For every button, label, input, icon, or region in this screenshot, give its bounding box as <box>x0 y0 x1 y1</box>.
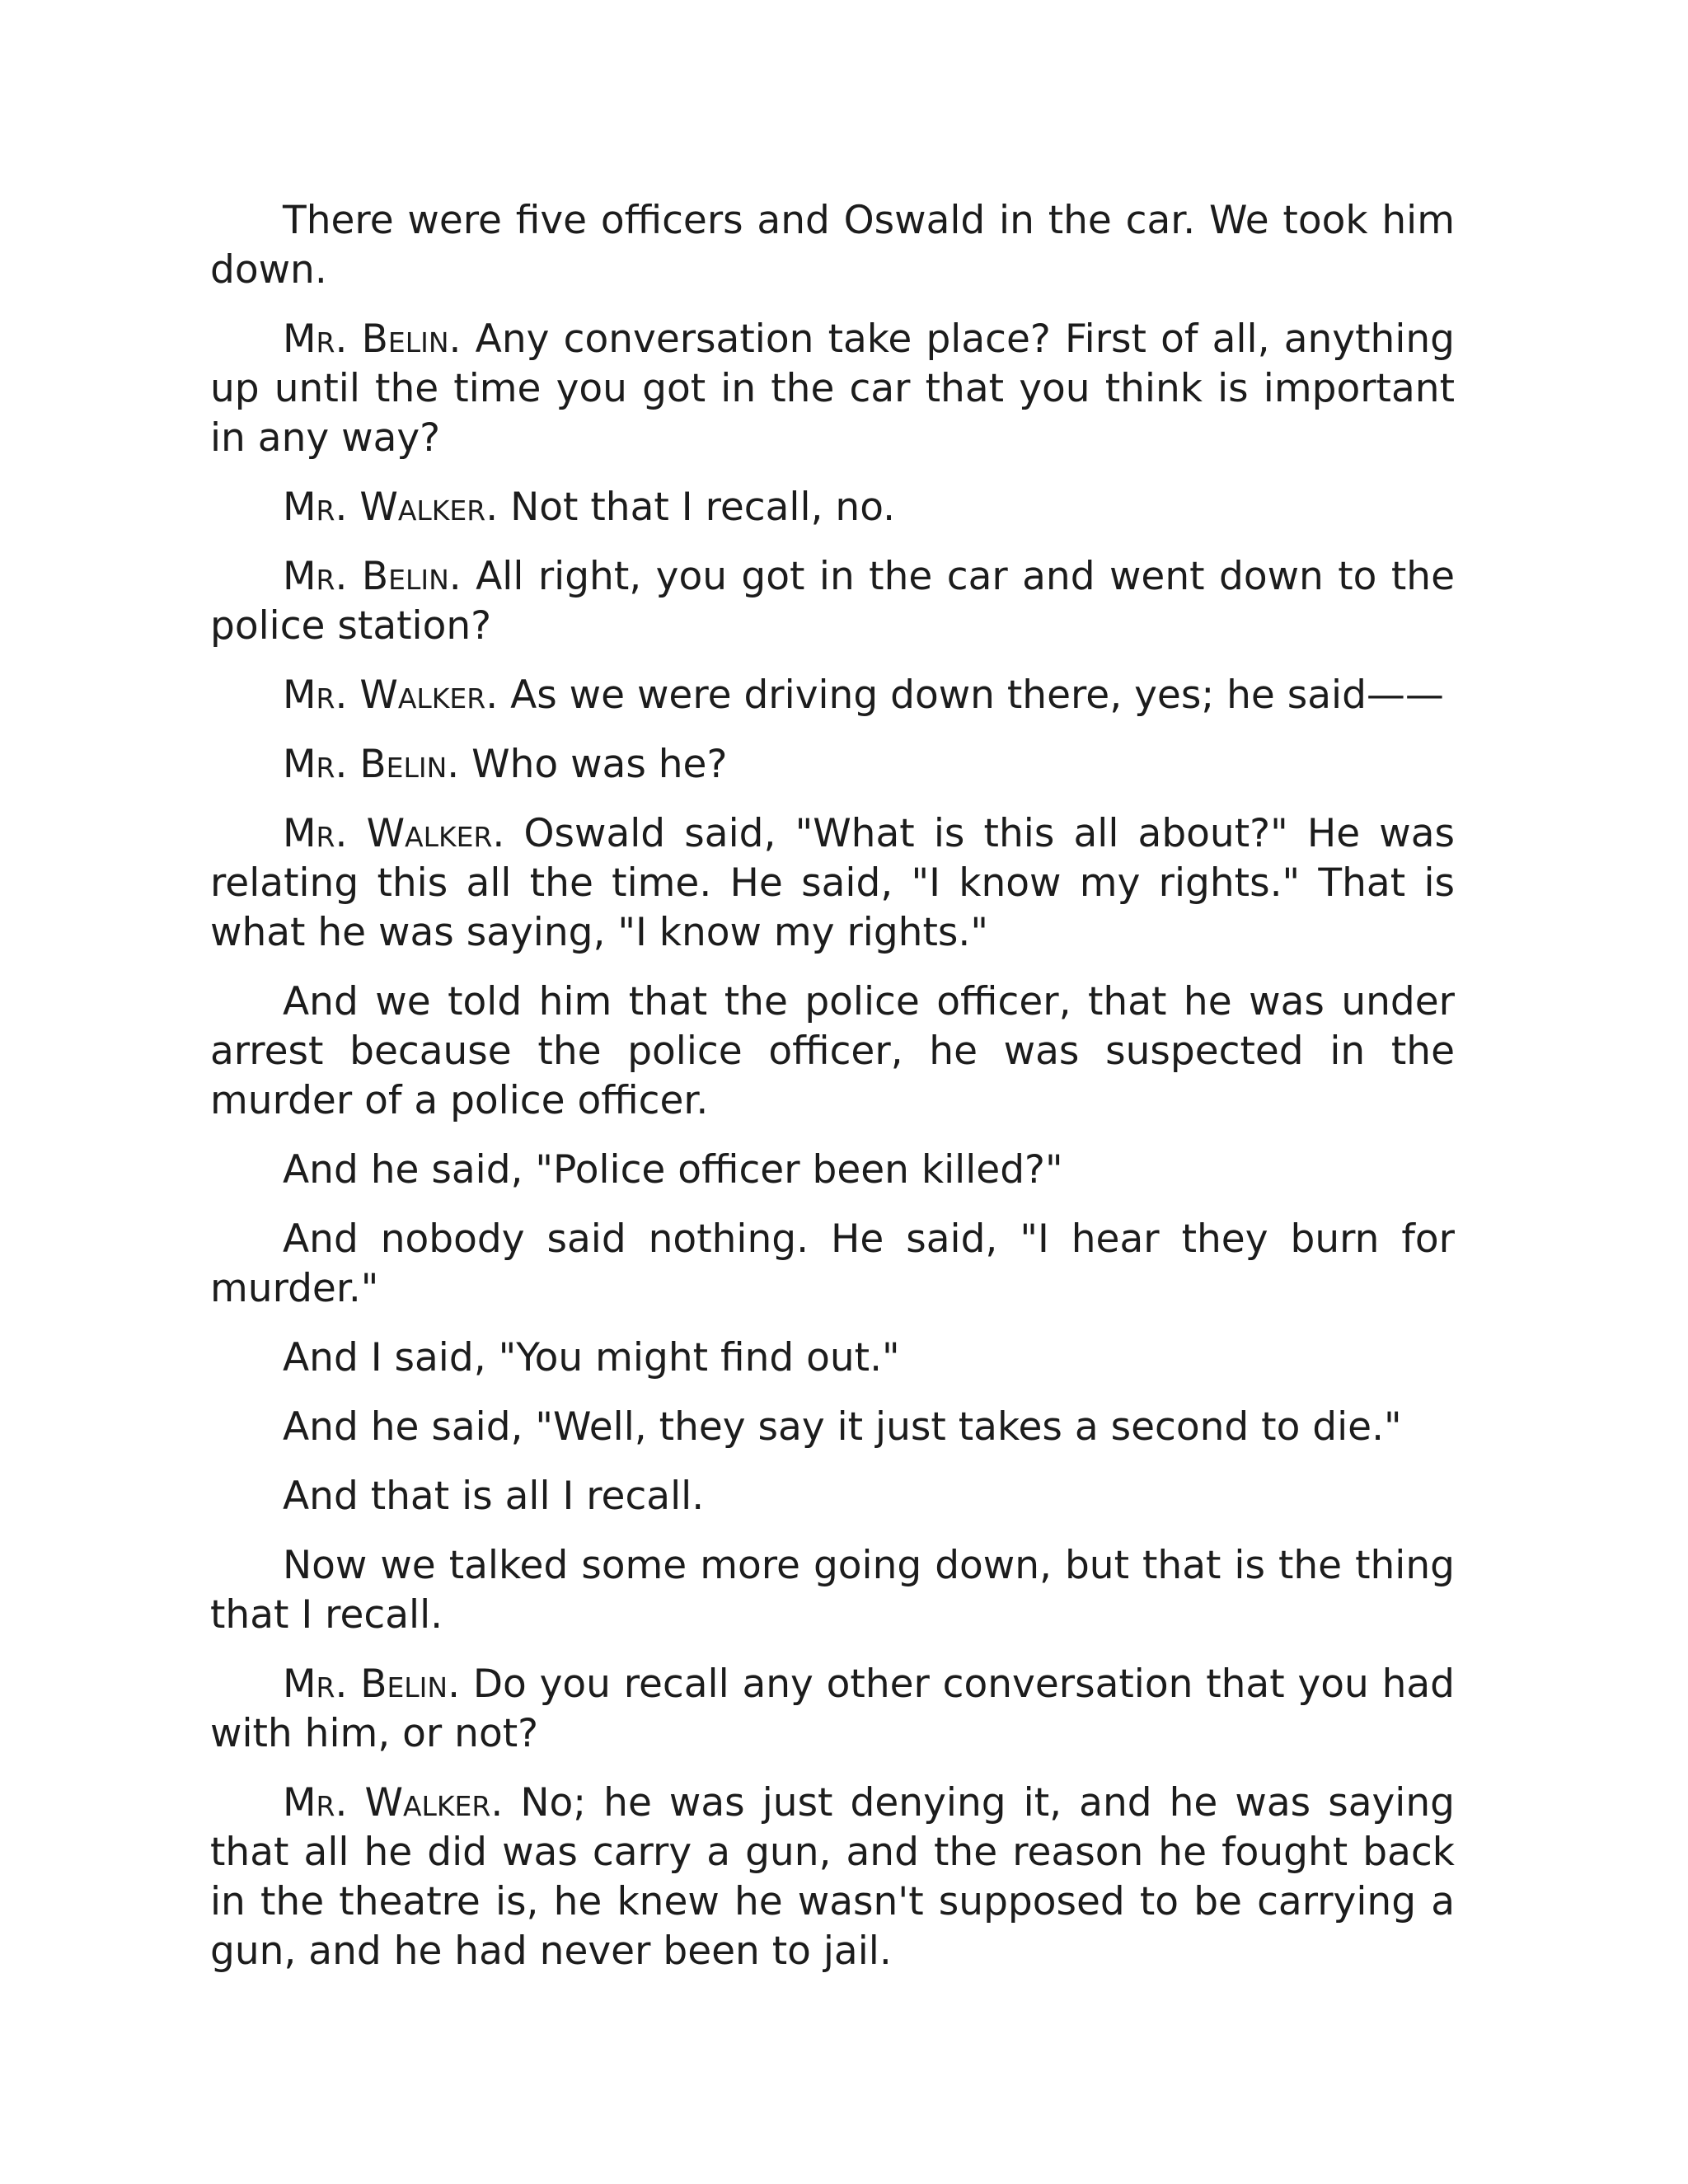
paragraph-text: No; he was just denying it, and he was saying that all he did was carry a gun, and the reason he fought back in the theatre is, he knew he wasn't supposed to be carrying a gun, and he had never been to jail. <box>210 1780 1455 1974</box>
paragraph-text: And that is all I recall. <box>283 1474 705 1519</box>
speaker-label: Mr. Walker. <box>283 811 505 856</box>
paragraph <box>210 196 1455 295</box>
speaker-label: Mr. Belin. <box>283 316 462 362</box>
paragraph-text: Now we talked some more going down, but that is the thing that I recall. <box>210 1543 1455 1638</box>
paragraph <box>210 1146 1455 1195</box>
paragraph <box>210 1660 1455 1759</box>
paragraph-text: As we were driving down there, yes; he said—— <box>498 673 1444 718</box>
paragraph-text: Any conversation take place? First of all, anything up until the time you got in the car that you think is important in any way? <box>210 316 1456 461</box>
paragraph-text: And I said, "You might find out." <box>283 1335 900 1380</box>
paragraph-text: And we told him that the police officer, that he was under arrest because the police officer, he was suspected in the murder of a police officer. <box>210 979 1455 1123</box>
paragraph <box>210 977 1455 1126</box>
paragraph <box>210 1472 1455 1521</box>
paragraph-text: Do you recall any other conversation that you had with him, or not? <box>210 1661 1455 1756</box>
paragraph-text: Oswald said, "What is this all about?" He was relating this all the time. He said, "I know my rights." That is what he was saying, "I know my rights." <box>210 811 1455 955</box>
paragraph <box>210 1541 1455 1640</box>
paragraph-text: Not that I recall, no. <box>498 485 896 530</box>
paragraph <box>210 809 1455 958</box>
paragraph <box>210 483 1455 532</box>
paragraph <box>210 315 1455 463</box>
paragraph <box>210 1215 1455 1314</box>
paragraph <box>210 1333 1455 1383</box>
paragraph <box>210 1779 1455 1976</box>
speaker-label: Mr. Belin. <box>283 742 460 787</box>
paragraph-text: And he said, "Well, they say it just takes a second to die." <box>283 1404 1402 1450</box>
paragraph-text: And he said, "Police officer been killed?" <box>283 1147 1063 1193</box>
paragraph <box>210 552 1455 651</box>
speaker-label: Mr. Belin. <box>283 1661 461 1707</box>
paragraph <box>210 671 1455 720</box>
speaker-label: Mr. Belin. <box>283 554 462 599</box>
paragraph <box>210 1403 1455 1452</box>
paragraph-text: All right, you got in the car and went down to the police station? <box>210 554 1455 649</box>
paragraph <box>210 740 1455 790</box>
speaker-label: Mr. Walker. <box>283 673 499 718</box>
speaker-label: Mr. Walker. <box>283 485 499 530</box>
paragraph-text: There were five officers and Oswald in the car. We took him down. <box>210 198 1455 293</box>
paragraph-text: Who was he? <box>459 742 728 787</box>
document-page <box>210 196 1455 1996</box>
speaker-label: Mr. Walker. <box>283 1780 504 1825</box>
paragraph-text: And nobody said nothing. He said, "I hear they burn for murder." <box>210 1216 1455 1311</box>
